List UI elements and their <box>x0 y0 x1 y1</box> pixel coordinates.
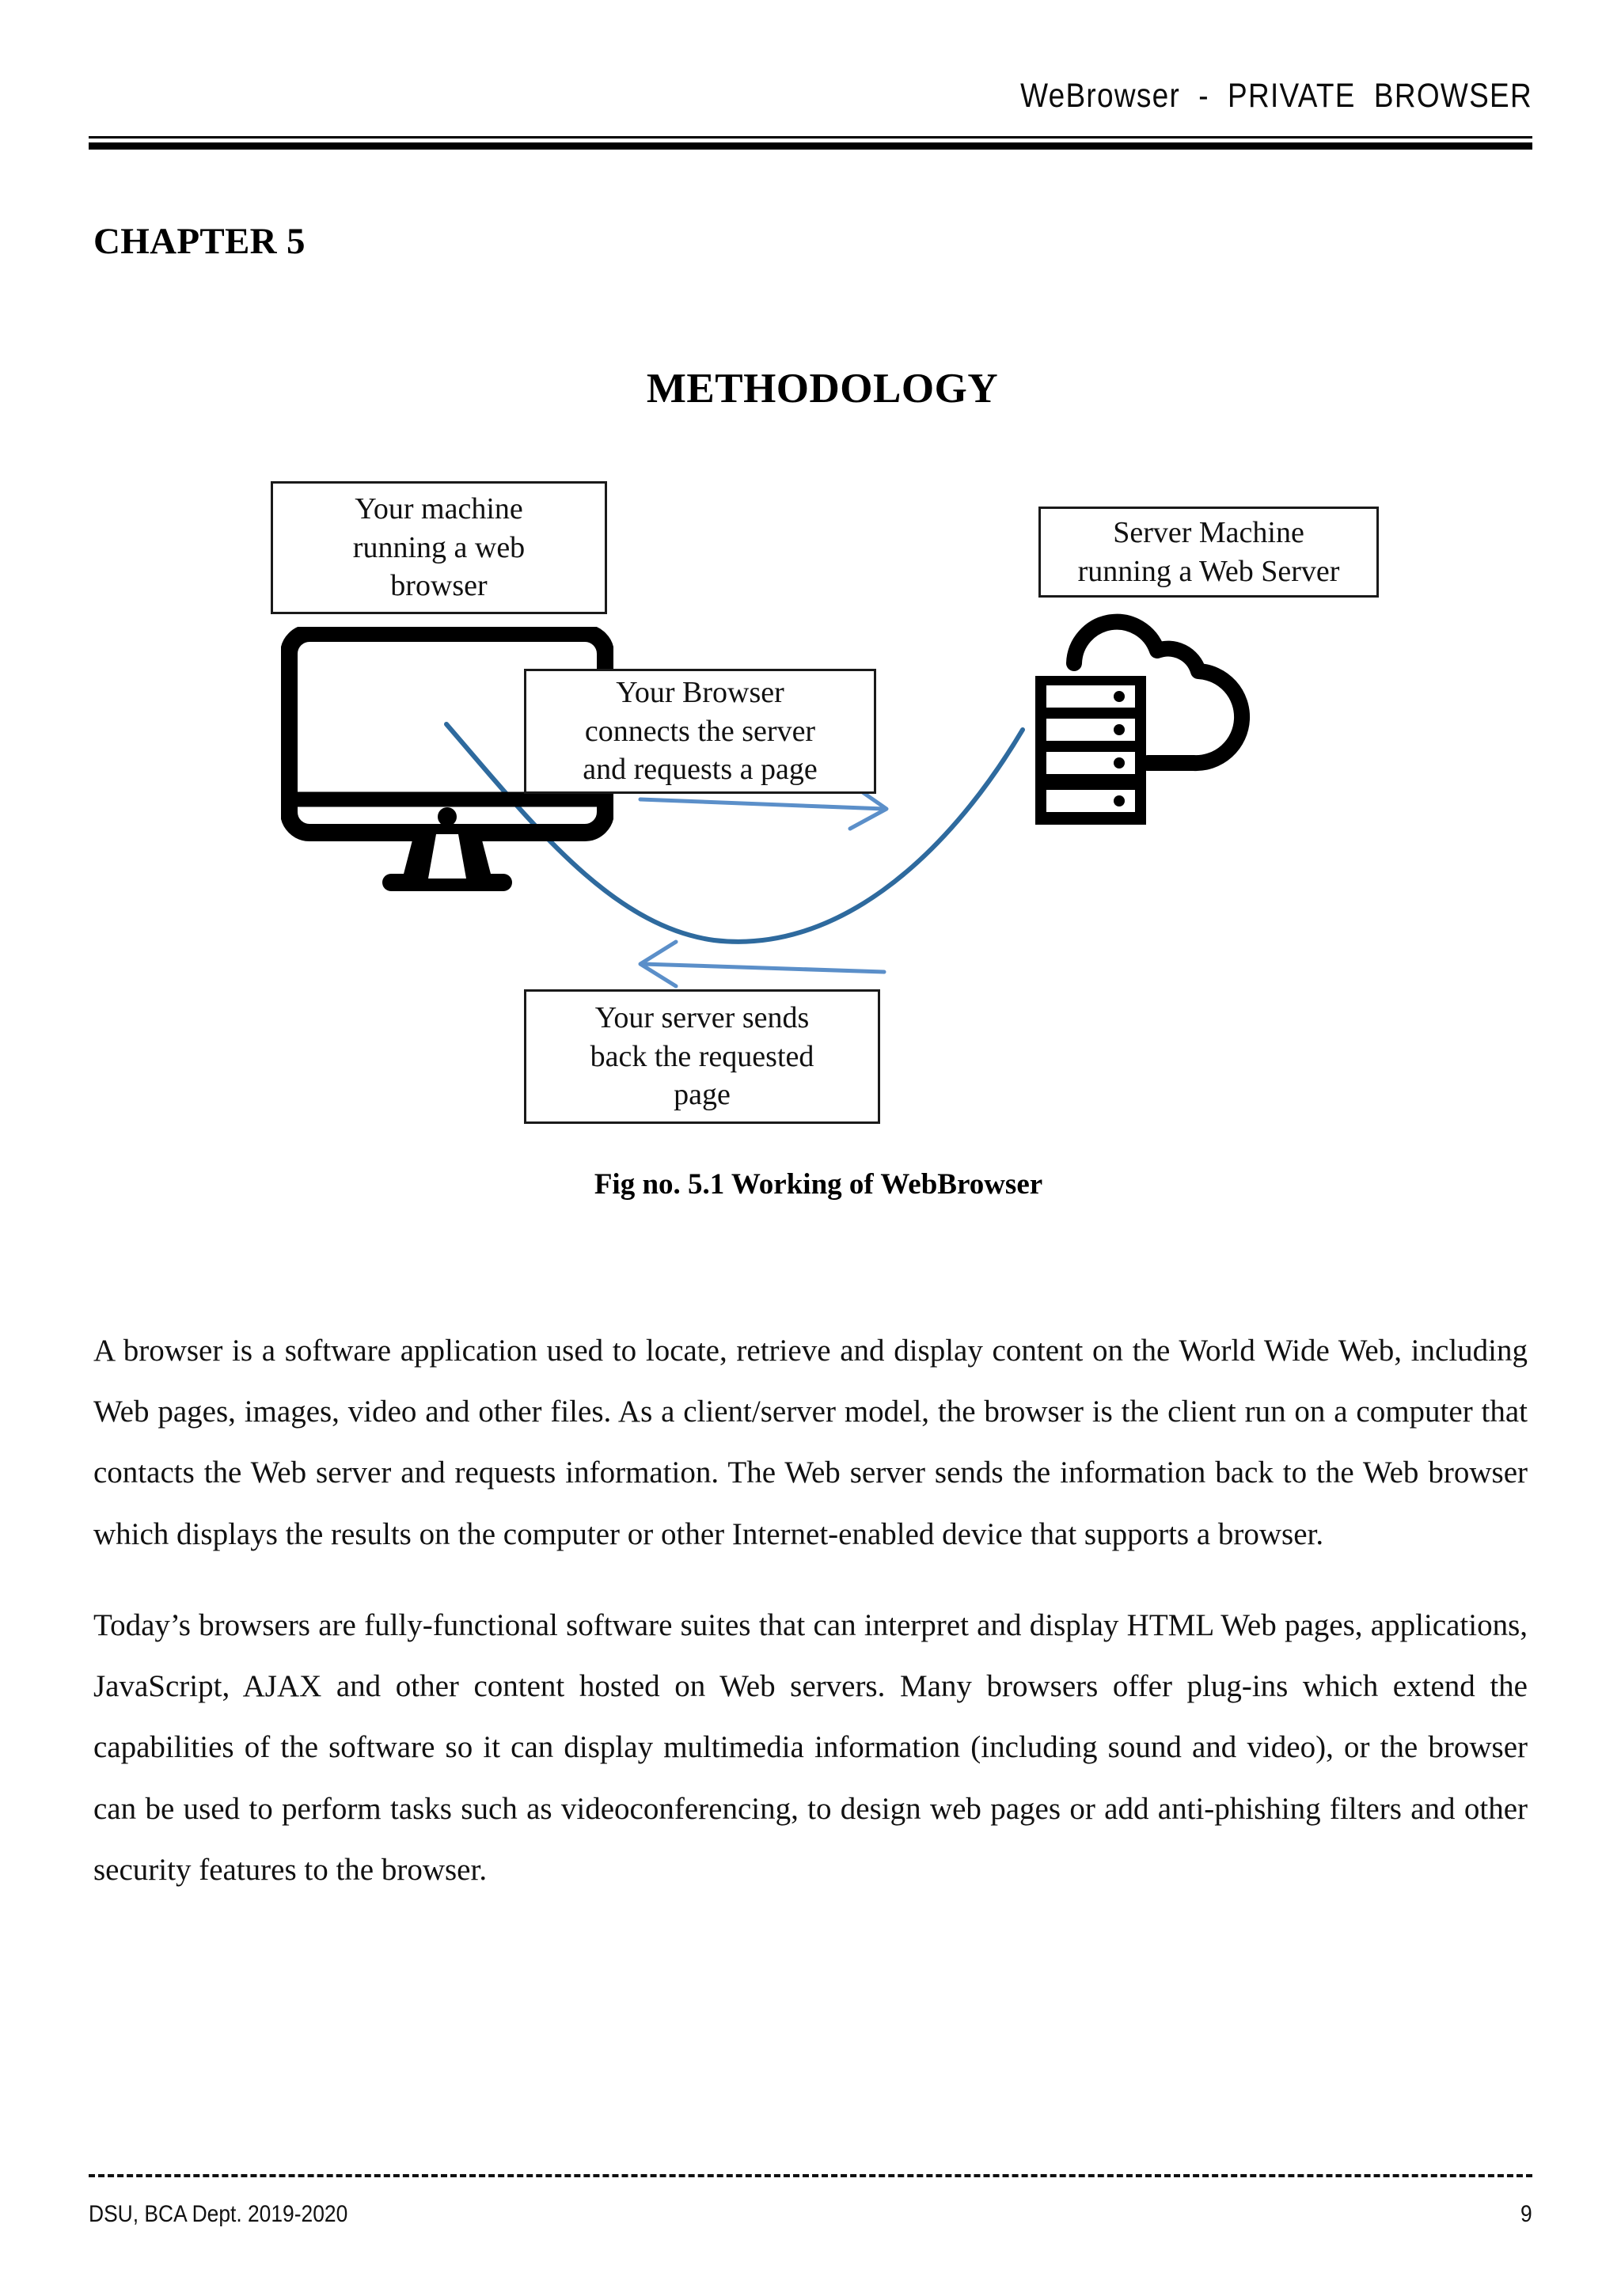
paragraph-2: Today’s browsers are fully-functional software suites that can interpret and display HTML Web pages, applications, JavaScript, AJAX and other content hosted on Web servers. Many browsers offer plug-ins which extend the capabilities of the software so it can display multimedia information (including sound and video), or the browser can be used to perform tasks such as videoconferencing, to design web pages or add anti-phishing filters and other security features to the browser. <box>93 1607 1528 1887</box>
page-title: METHODOLOGY <box>646 366 999 412</box>
page-header <box>89 79 1532 166</box>
response-label-line3: page <box>674 1078 731 1112</box>
request-label-line3: and requests a page <box>583 753 818 787</box>
client-label-line1: Your machine <box>355 492 523 526</box>
client-label-line3: browser <box>390 569 488 603</box>
page-footer <box>89 2174 1532 2228</box>
footer-department-label: DSU, BCA Dept. 2019-2020 <box>89 2201 348 2227</box>
response-label-line1: Your server sends <box>594 1001 810 1035</box>
request-label-line2: connects the server <box>584 714 816 748</box>
body-content <box>93 1320 1528 1900</box>
paragraph-1: A browser is a software application used to locate, retrieve and display content on the World Wide Web, including Web pages, images, video and other files. As a client/server model, the browser is the client run on a computer that contacts the Web server and requests information. The Web server sends the information back to the Web browser which displays the results on the computer or other Internet-enabled device that supports a browser. <box>93 1334 1528 1551</box>
server-label-box <box>1038 507 1379 598</box>
response-label-line2: back the requested <box>590 1039 814 1073</box>
server-label-line2: running a Web Server <box>1077 554 1340 588</box>
server-label-line1: Server Machine <box>1113 515 1304 549</box>
figure-caption: Fig no. 5.1 Working of WebBrowser <box>594 1168 1043 1201</box>
server-rack-icon <box>1031 609 1323 847</box>
client-label-line2: running a web <box>352 530 526 564</box>
client-label-box <box>271 481 607 614</box>
header-title: WeBrowser - PRIVATE BROWSER <box>1020 77 1532 115</box>
footer-dashed-rule <box>89 2174 1532 2177</box>
footer-page-number: 9 <box>1520 2201 1532 2227</box>
request-label-line1: Your Browser <box>616 676 784 710</box>
response-label-box <box>524 989 880 1124</box>
header-rule-thick <box>89 142 1532 150</box>
header-double-rule <box>89 136 1532 150</box>
methodology-diagram <box>89 451 1532 1187</box>
footer-row <box>89 2201 1532 2228</box>
chapter-heading: CHAPTER 5 <box>93 221 306 262</box>
request-label-box <box>524 669 876 794</box>
arrow-left-icon <box>640 942 884 986</box>
